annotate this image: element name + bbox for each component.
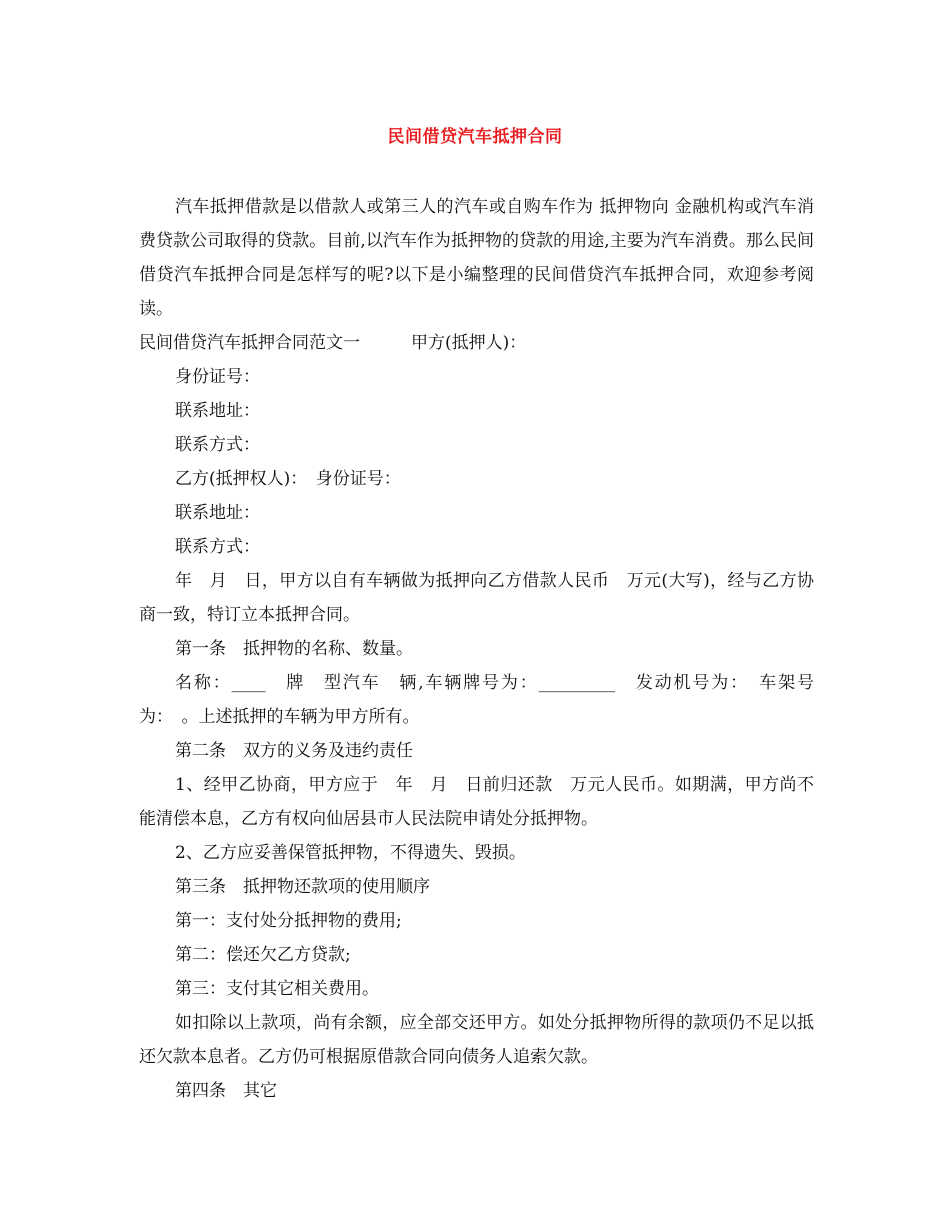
article-2-item-2: 2、乙方应妥善保管抵押物，不得遗失、毁损。 xyxy=(175,843,526,863)
article-3-order-2: 第二：偿还欠乙方贷款; xyxy=(175,945,351,965)
document-title: 民间借贷汽车抵押合同 xyxy=(387,127,563,147)
article-1-vehicle-details: 名称：____ 牌 型汽车 辆,车辆牌号为：_________ 发动机号为： 车架号为： 。上述抵押的车辆为甲方所有。 xyxy=(139,673,814,727)
party-a-address: 联系地址： xyxy=(175,401,260,421)
article-3-order-1: 第一：支付处分抵押物的费用; xyxy=(175,911,402,931)
document-body xyxy=(139,190,814,1108)
article-3-heading: 第三条 抵押物还款项的使用顺序 xyxy=(175,877,430,897)
intro-paragraph: 汽车抵押借款是以借款人或第三人的汽车或自购车作为 抵押物向 金融机构或汽车消费贷款公司取得的贷款。目前,以汽车作为抵押物的贷款的用途,主要为汽车消费。那么民间借贷汽车抵押合同是怎样写的呢?以下是小编整理的民间借贷汽车抵押合同，欢迎参考阅读。 xyxy=(139,197,814,319)
party-b-id-number: 乙方(抵押权人)： 身份证号： xyxy=(175,469,401,489)
sample-heading-party-a: 民间借贷汽车抵押合同范文一 甲方(抵押人)： xyxy=(139,333,527,353)
party-b-address: 联系地址： xyxy=(175,503,260,523)
article-3-order-3: 第三：支付其它相关费用。 xyxy=(175,979,379,999)
party-a-id-number: 身份证号： xyxy=(175,367,260,387)
article-2-heading: 第二条 双方的义务及违约责任 xyxy=(175,741,413,761)
article-4-heading: 第四条 其它 xyxy=(175,1081,277,1101)
party-a-contact: 联系方式： xyxy=(175,435,260,455)
article-3-remainder: 如扣除以上款项，尚有余额，应全部交还甲方。如处分抵押物所得的款项仍不足以抵还欠款本息者。乙方仍可根据原借款合同向债务人追索欠款。 xyxy=(139,1013,814,1067)
loan-statement: 年 月 日，甲方以自有车辆做为抵押向乙方借款人民币 万元(大写)，经与乙方协商一致，特订立本抵押合同。 xyxy=(139,571,814,625)
article-1-heading: 第一条 抵押物的名称、数量。 xyxy=(175,639,413,659)
party-b-contact: 联系方式： xyxy=(175,537,260,557)
article-2-item-1: 1、经甲乙协商，甲方应于 年 月 日前归还款 万元人民币。如期满，甲方尚不能清偿本息，乙方有权向仙居县市人民法院申请处分抵押物。 xyxy=(139,775,814,829)
